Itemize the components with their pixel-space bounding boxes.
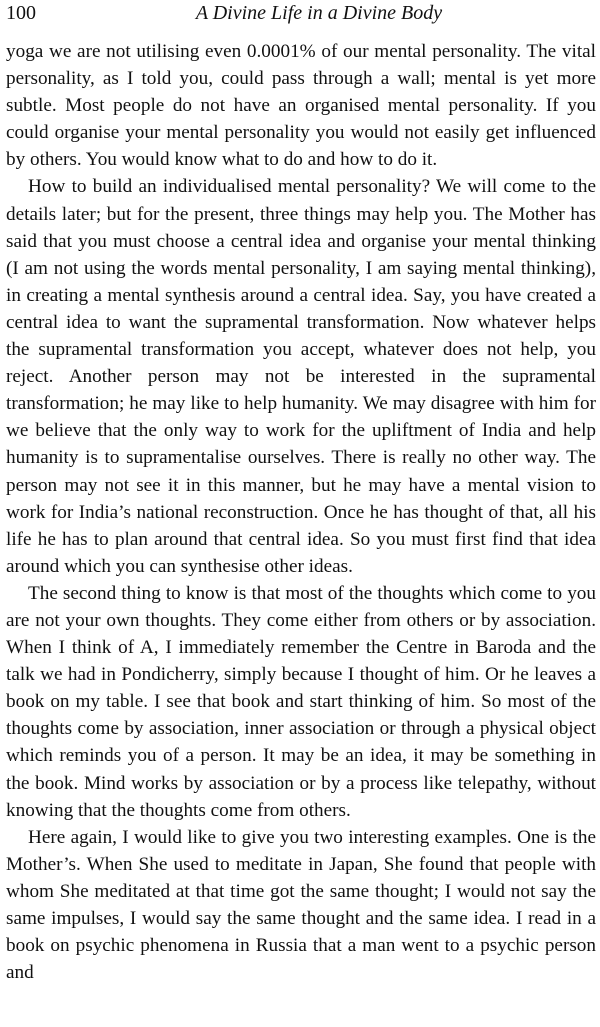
body-text (6, 38, 596, 986)
running-title: A Divine Life in a Divine Body (195, 2, 443, 24)
page-number: 100 (6, 2, 36, 24)
paragraph: Here again, I would like to give you two interesting examples. One is the Mother’s. When She used to meditate in Japan, She found that people with whom She meditated at that time got the same thought; I would not say the same impulses, I would say the same thought and the same idea. I read in a book on psychic phenomena in Russia that a man went to a psychic person and (6, 826, 596, 984)
paragraph: The second thing to know is that most of the thoughts which come to you are not your own thoughts. They come either from others or by association. When I think of A, I immediately remember the Centre in Baroda and the talk we had in Pondicherry, simply because I thought of him. Or he leaves a book on my table. I see that book and start thinking of him. So most of the thoughts come by association, inner association or through a physical object which reminds you of a person. It may be an idea, it may be something in the book. Mind works by association or by a process like telepathy, without knowing that the thoughts come from others. (6, 582, 596, 821)
paragraph-continued: yoga we are not utilising even 0.0001% of our mental personality. The vital personality, as I told you, could pass through a wall; mental is yet more subtle. Most people do not have an organised mental personality. If you could organise your mental personality you would not easily get influenced by others. You would know what to do and how to do it. (6, 41, 596, 171)
paragraph: How to build an individualised mental personality? We will come to the details later; but for the present, three things may help you. The Mother has said that you must choose a central idea and organise your mental thinking (I am not using the words mental personality, I am saying mental thinking), in creating a mental synthesis around a central idea. Say, you have created a central idea to want the supramental transformation. Now whatever helps the supramental transformation you accept, whatever does not help, you reject. Another person may not be interested in the supramental transformation; he may like to help humanity. We may disagree with him for we believe that the only way to work for the upliftment of India and help humanity is to supramentalise ourselves. There is really no other way. The person may not see it in this manner, but he may have a mental vision to work for India’s national reconstruction. Once he has thought of that, all his life he has to plan around that central idea. So you must first find that idea around which you can synthesise other ideas. (6, 176, 596, 577)
running-head (6, 0, 596, 30)
